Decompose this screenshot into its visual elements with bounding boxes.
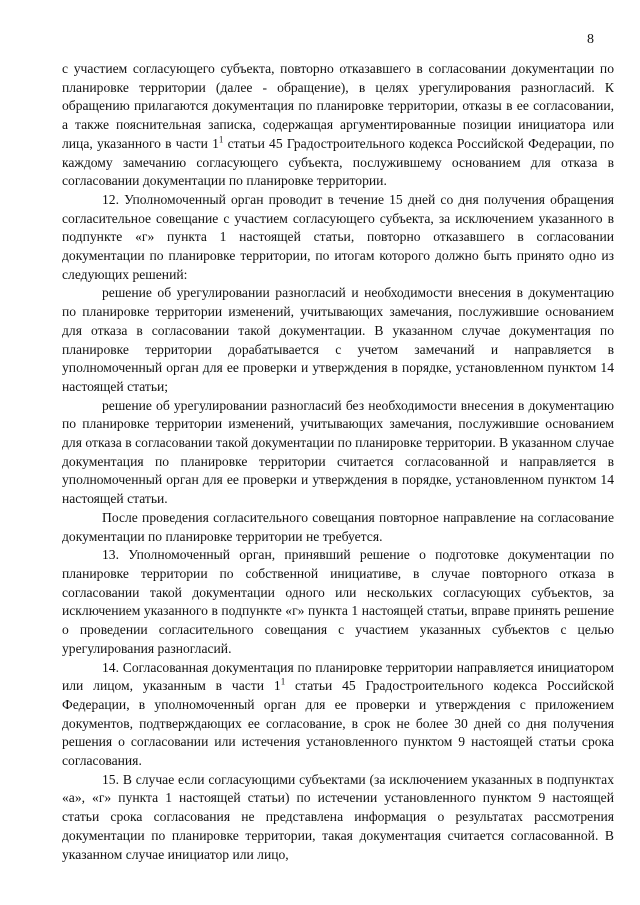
- paragraph-text: статьи 45 Градостроительного кодекса Российской Федерации, в уполномоченный орган для ее проверки и утверждения с приложением документов, подтверждающих ее согласование, в срок не более 30 дней со дня получения решения о согласовании или истечения установленного пунктом 9 настоящей статьи срока согласования.: [62, 678, 614, 769]
- paragraph-text: с участием согласующего субъекта, повторно отказавшего в согласовании документации по планировке территории (далее - обращение), в целях урегулирования разногласий. К обращению прилагаются документация по планировке территории, отказы в ее согласовании, а также пояснительная записка, содержащая аргументированные позиции инициатора или лица, указанного в части 1: [62, 61, 614, 151]
- superscript: 1: [280, 676, 286, 687]
- paragraph-item-14: [62, 659, 614, 771]
- paragraph-item-15: 15. В случае если согласующими субъектами (за исключением указанных в подпунктах «а», «г» пункта 1 настоящей статьи) по истечении установленного пунктом 9 настоящей статьи срока согласования не представлена информация о результатах рассмотрения документации по планировке территории, такая документация считается согласованной. В указанном случае инициатор или лицо,: [62, 771, 614, 862]
- page-number: 8: [587, 32, 594, 47]
- paragraph-after-meeting: После проведения согласительного совещания повторное направление на согласование документации по планировке территории не требуется.: [62, 509, 614, 544]
- paragraph-text: 14. Согласованная документация по планировке территории направляется инициатором или лицом, указанным в части 1: [62, 659, 614, 694]
- paragraph-decision-2: решение об урегулировании разногласий без необходимости внесения в документацию по планировке территории изменений, учитывающих замечания, послужившие основанием для отказа в согласовании такой документации по планировке территории. В указанном случае документация по планировке территории считается согласованной и направляется в уполномоченный орган для ее проверки и утверждения в порядке, установленном пунктом 14 настоящей статьи.: [62, 397, 614, 507]
- paragraph-item-12: 12. Уполномоченный орган проводит в течение 15 дней со дня получения обращения согласительное совещание с участием согласующего субъекта, за исключением указанного в подпункте «г» пункта 1 настоящей статьи, повторно отказавшего в согласовании документации по планировке территории, по итогам которого должно быть принято одно из следующих решений:: [62, 191, 614, 282]
- paragraph-decision-1: решение об урегулировании разногласий и необходимости внесения в документацию по планировке территории изменений, учитывающих замечания, послужившие основанием для отказа в согласовании такой документации. В указанном случае документация по планировке территории дорабатывается с учетом замечаний и направляется в уполномоченный орган для ее проверки и утверждения в порядке, установленном пунктом 14 настоящей статьи;: [62, 285, 614, 394]
- document-body: [62, 60, 614, 864]
- paragraph-item-13: 13. Уполномоченный орган, принявший решение о подготовке документации по планировке территории по собственной инициативе, в случае повторного отказа в согласовании такой документации одного или нескольких согласующих субъектов, за исключением указанного в подпункте «г» пункта 1 настоящей статьи, вправе принять решение о проведении согласительного совещания с участием указанных субъектов с целью урегулирования разногласий.: [62, 547, 614, 656]
- paragraph-continuation: [62, 60, 614, 191]
- paragraph-text: статьи 45 Градостроительного кодекса Российской Федерации, по каждому замечанию согласующего субъекта, послужившему основанием для отказа в согласовании документации по планировке территории.: [62, 135, 614, 189]
- superscript: 1: [218, 134, 224, 145]
